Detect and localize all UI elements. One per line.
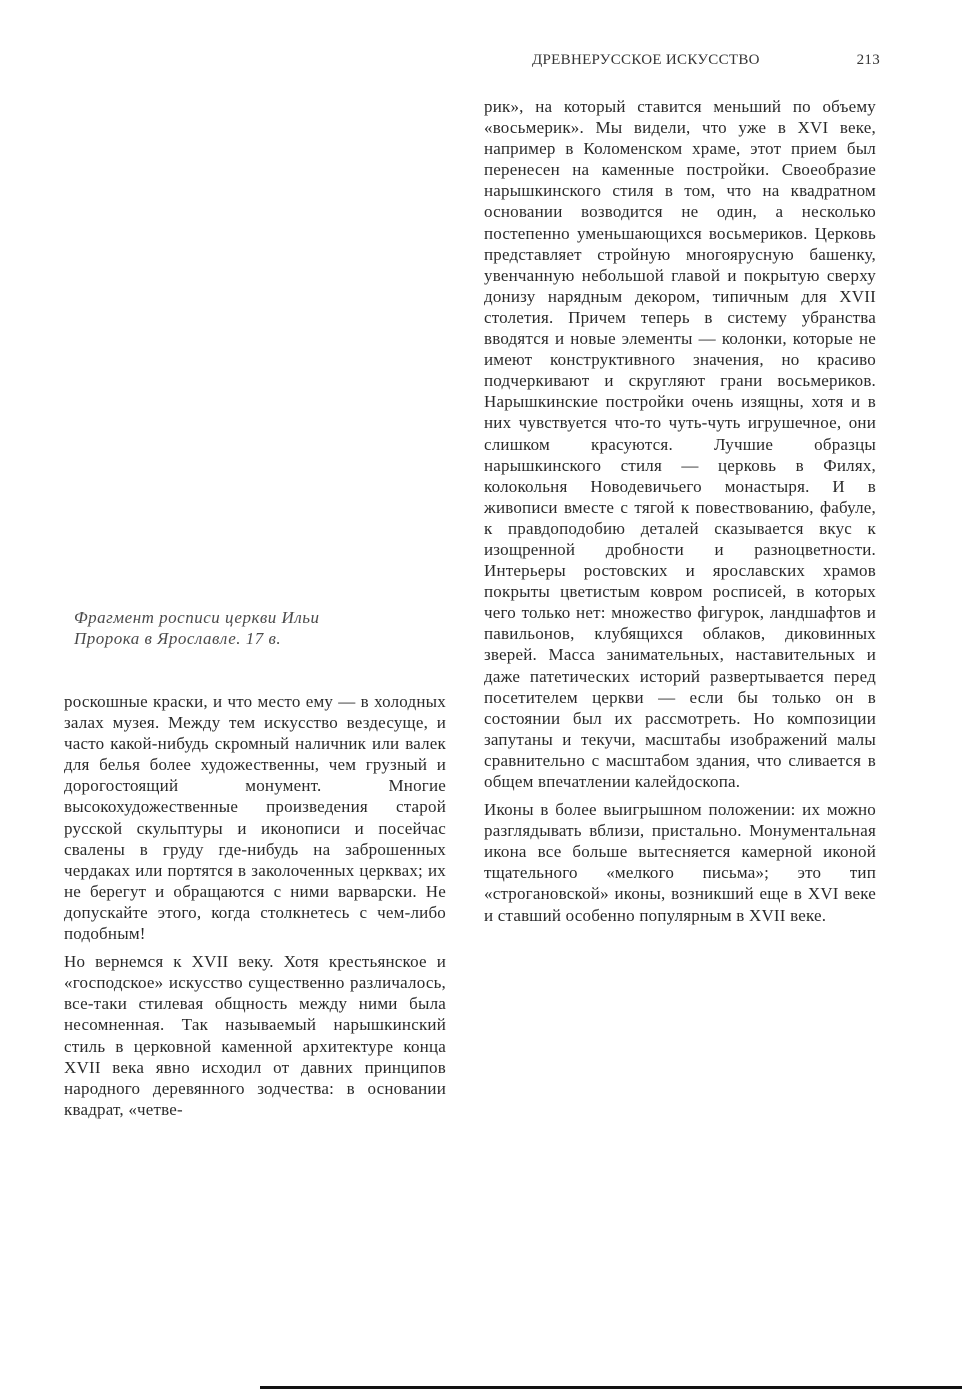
page-number: 213 bbox=[856, 52, 880, 68]
body-paragraph: роскошные краски, и что место ему — в холодных залах музея. Между тем искусство вездесуще, и часто какой-нибудь скромный наличник или валек для белья более художественны, чем грузный и дорогостоящий монумент. Многие высокохудожественные произведения старой русской скульптуры и иконописи и посейчас свалены в груду где-нибудь на заброшенных чердаках или портятся в заколоченных церквах; их не берегут и обращаются с ними варварски. Не допускайте этого, когда столкнетесь с чем-либо подобным! bbox=[64, 692, 446, 944]
figure-caption bbox=[74, 607, 414, 649]
figure-caption-line: Фрагмент росписи церкви Ильи bbox=[74, 608, 320, 627]
body-paragraph: рик», на который ставится меньший по объему «восьмерик». Мы видели, что уже в XVI веке, например в Коломенском храме, этот прием был перенесен на каменные постройки. Своеобразие нарышкинского стиля в том, что на квадратном основании возводится не один, а несколько постепенно уменьшающихся восьмериков. Церковь представляет стройную многоярусную башенку, увенчанную небольшой главой и покрытую сверху донизу нарядным декором, типичным для XVII столетия. Причем теперь в систему убранства вводятся и новые элементы — колонки, которые не имеют конструктивного значения, но красиво подчеркивают и скругляют грани восьмериков. Нарышкинские постройки очень изящны, хотя и в них чувствуется что-то чуть-чуть игрушечное, они слишком красуются. Лучшие образцы нарышкинского стиля — церковь в Филях, колокольня Новодевичьего монастыря. И в живописи вместе с тягой к повествованию, фабуле, к правдоподобию деталей сказывается вкус к изощренной дробности и разноцветности. Интерьеры ростовских и ярославских храмов покрыты цветистым ковром росписей, в которых чего только нет: множество фигурок, ландшафтов и павильонов, клубящихся облаков, диковинных зверей. Масса занимательных, наставительных и даже патетических историй развертывается перед посетителем церкви — если бы только он в состоянии был их рассмотреть. Но композиции запутаны и текучи, масштабы изображений малы сравнительно с масштабом здания, что сливается в общем впечатлении калейдоскопа. bbox=[484, 97, 876, 791]
left-text-column bbox=[64, 691, 446, 1120]
body-paragraph: Иконы в более выигрышном положении: их можно разглядывать вблизи, пристально. Монументальная икона все больше вытесняется камерной иконой тщательного «мелкого письма»; это тип «строгановской» иконы, возникший еще в XVI веке и ставший особенно популярным в XVII веке. bbox=[484, 800, 876, 925]
figure-caption-line: Пророка в Ярославле. 17 в. bbox=[74, 629, 282, 648]
right-text-column bbox=[484, 96, 876, 926]
running-header bbox=[520, 52, 880, 76]
running-header-title: ДРЕВНЕРУССКОЕ ИСКУССТВО bbox=[532, 52, 760, 68]
body-paragraph: Но вернемся к XVII веку. Хотя крестьянское и «господское» искусство существенно различалось, все-таки стилевая общность между ними была несомненная. Так называемый нарышкинский стиль в церковной каменной архитектуре конца XVII века явно исходил от давних принципов народного деревянного зодчества: в основании квадрат, «четве- bbox=[64, 952, 446, 1119]
